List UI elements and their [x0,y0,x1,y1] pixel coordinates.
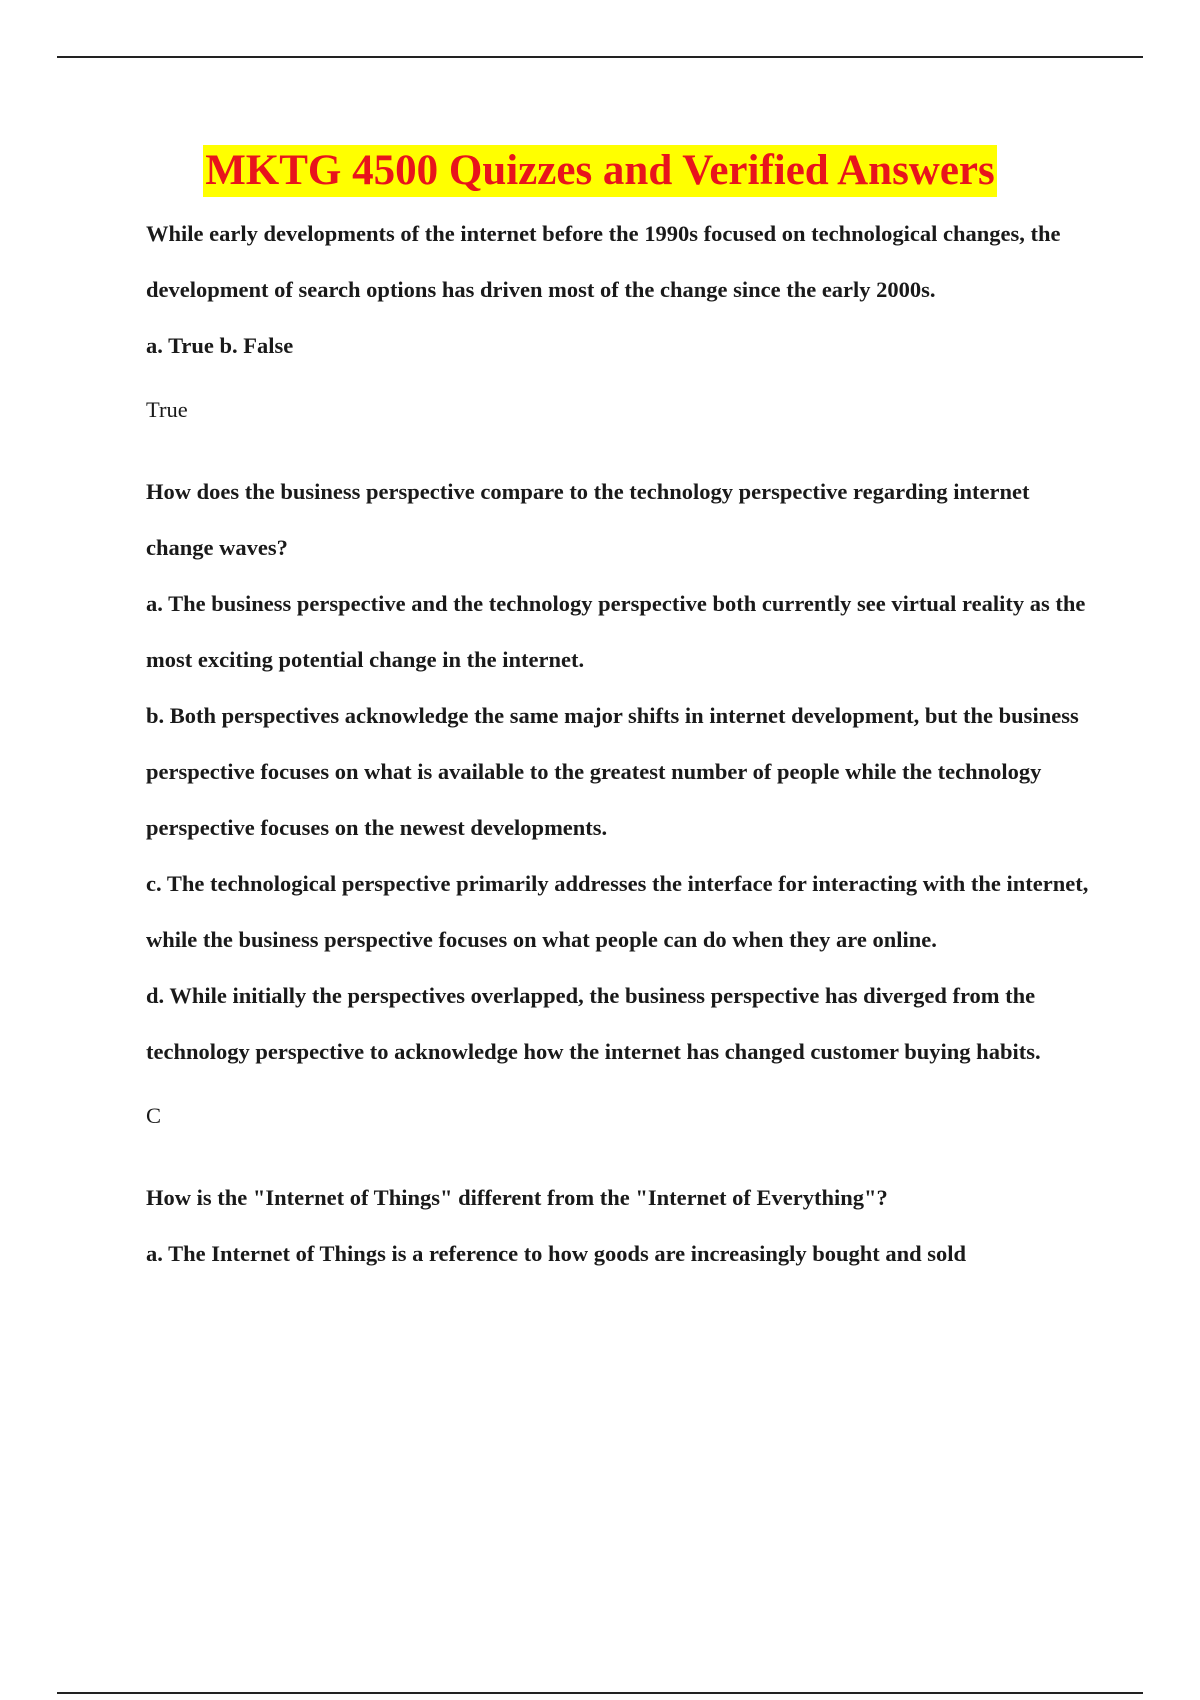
question-text: How is the "Internet of Things" different from the "Internet of Everything"? [146,1185,888,1210]
header-rule [57,56,1143,58]
option-a-text: a. The Internet of Things is a reference to how goods are increasingly bought and sold [146,1241,967,1266]
option-a-text: a. The business perspective and the technology perspective both currently see virtual reality as the most exciting potential change in the internet. [146,591,1086,672]
quiz-content [146,206,1096,1282]
footer-rule [57,1692,1143,1694]
option-text: a. True b. False [146,333,294,358]
question-block [146,1170,1096,1282]
question-block [146,464,1096,1130]
option-c-text: c. The technological perspective primarily addresses the interface for interacting with the internet, while the business perspective focuses on what people can do when they are online. [146,871,1089,952]
question-text: While early developments of the internet before the 1990s focused on technological changes, the development of search options has driven most of the change since the early 2000s. [146,221,1061,302]
answer-text: C [146,1103,162,1128]
question-block [146,206,1096,424]
option-d-text: d. While initially the perspectives overlapped, the business perspective has diverged from the technology perspective to acknowledge how the internet has changed customer buying habits. [146,983,1041,1064]
title-container [0,145,1200,197]
question-text: How does the business perspective compare to the technology perspective regarding internet change waves? [146,479,1030,560]
option-b-text: b. Both perspectives acknowledge the same major shifts in internet development, but the business perspective focuses on what is available to the greatest number of people while the technology perspective focuses on the newest developments. [146,703,1079,840]
document-title: MKTG 4500 Quizzes and Verified Answers [203,145,997,197]
answer-text: True [146,397,188,422]
